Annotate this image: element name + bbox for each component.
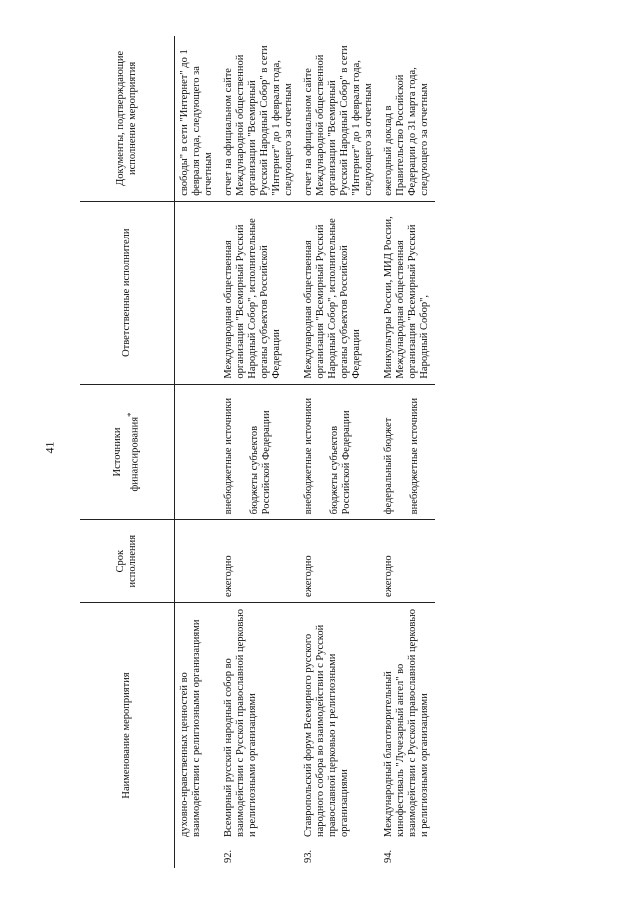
cell-responsible: Международная общественная организация "Всемирный Русский Народный Собор", исполнительные органы субъектов Российской Федерации (219, 201, 299, 384)
cell-financing (219, 384, 299, 520)
row-name: Ставропольский форум Всемирного русского народного собора во взаимодействии с Русской православной церковью и религиозными организациями (303, 624, 350, 837)
cell-name (175, 602, 220, 868)
cell-name (379, 602, 435, 868)
header-documents: Документы, подтверждающие исполнение мероприятия (80, 36, 175, 201)
table-row (175, 36, 220, 868)
financing-source: внебюджетные источники (303, 397, 314, 515)
page-number: 41 (42, 441, 57, 454)
cell-responsible: Международная общественная организация "Всемирный Русский Народный Собор", исполнительные органы субъектов Российской Федерации (299, 201, 379, 384)
row-number: 93. (303, 849, 314, 863)
row-name: Международный благотворительный кинофестиваль "Лучезарный ангел" во взаимодействии с Русской православной церковью и религиозными организациями (383, 609, 430, 837)
financing-source: внебюджетные источники (409, 397, 420, 515)
financing-source: федеральный бюджет (383, 417, 394, 515)
header-name: Наименование мероприятия (80, 602, 175, 868)
cell-financing (175, 384, 220, 520)
cell-name (219, 602, 299, 868)
cell-responsible (175, 201, 220, 384)
row-number: 94. (383, 849, 394, 863)
cell-term: ежегодно (219, 520, 299, 603)
financing-source: внебюджетные источники (223, 397, 234, 515)
footnote-mark: * (125, 412, 136, 417)
table-row (379, 36, 435, 868)
table-row (299, 36, 379, 868)
cell-documents: свободы" в сети "Интернет" до 1 февраля года, следующего за отчетным (179, 49, 214, 196)
header-term: Срок исполнения (80, 520, 175, 603)
row-name: Всемирный русский народный собор во взаимодействии с Русской православной церковью и религиозными организациями (223, 609, 258, 837)
cell-financing (299, 384, 379, 520)
table-header-row (80, 36, 175, 868)
rotated-page-content (80, 36, 620, 868)
header-financing (80, 384, 175, 520)
cell-documents: отчет на официальном сайте Международной общественной организации "Всемирный Русский Народный Собор" в сети "Интернет" до 1 февраля года, следующего за отчетным (303, 45, 374, 196)
cell-term (175, 520, 220, 603)
cell-term: ежегодно (379, 520, 435, 603)
cell-documents: отчет на официальном сайте Международной общественной организации "Всемирный Русский Народный Собор" в сети "Интернет" до 1 февраля года, следующего за отчетным (223, 45, 294, 196)
cell-name (299, 602, 379, 868)
financing-source: бюджеты субъектов Российской Федерации (249, 410, 272, 515)
row-name: духовно-нравственных ценностей во взаимодействии с религиозными организациями (179, 619, 202, 837)
table-row (219, 36, 299, 868)
header-financing-text: Источники финансирования (112, 416, 141, 492)
row-number: 92. (223, 849, 234, 863)
cell-documents: ежегодный доклад в Правительство Российской Федерации до 31 марта года, следующего за отчетным (383, 67, 430, 196)
financing-source: бюджеты субъектов Российской Федерации (329, 410, 352, 515)
events-table (80, 36, 435, 868)
cell-financing (379, 384, 435, 520)
cell-term: ежегодно (299, 520, 379, 603)
cell-responsible: Минкультуры России, МИД России, Международная общественная организация "Всемирный Русский Народный Собор", (379, 201, 435, 384)
header-responsible: Ответственные исполнители (80, 201, 175, 384)
